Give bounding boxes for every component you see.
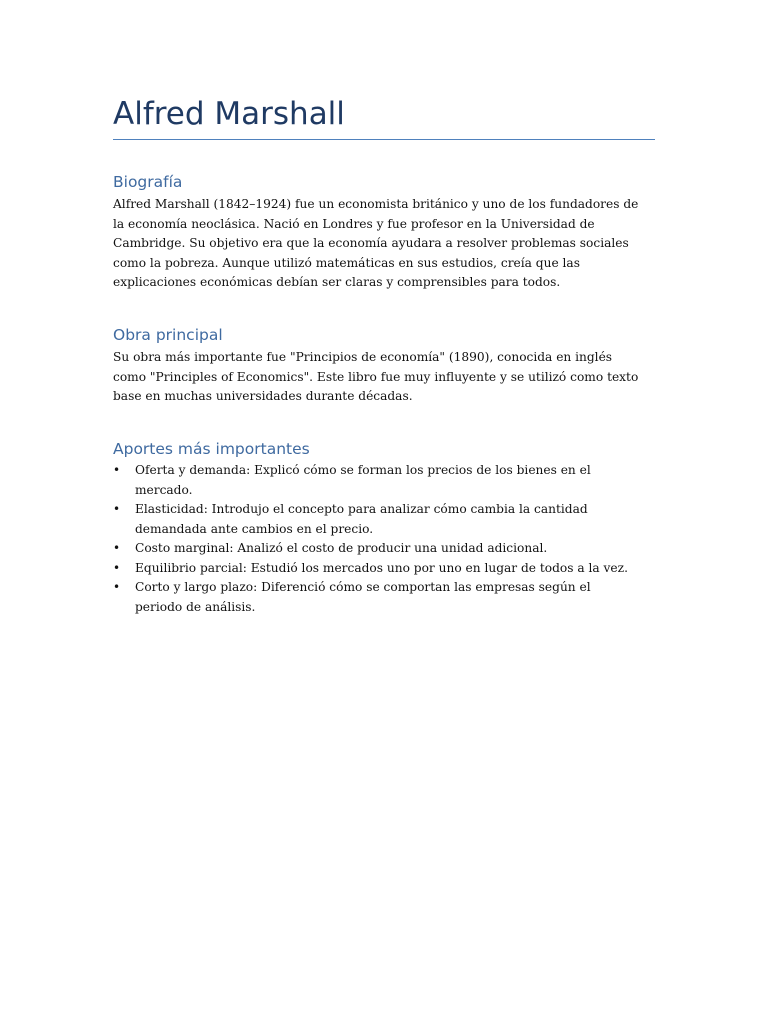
list-item xyxy=(113,539,635,559)
section-heading-biografia: Biografía xyxy=(113,173,183,191)
section-heading-obra-principal: Obra principal xyxy=(113,326,223,344)
biografia-paragraph: Alfred Marshall (1842–1924) fue un economista británico y uno de los fundadores de la economía neoclásica. Nació en Londres y fue profesor en la Universidad de Cambridge. Su objetivo era que la economía ayudara a resolver problemas sociales como la pobreza. Aunque utilizó matemáticas en sus estudios, creía que las explicaciones económicas debían ser claras y comprensibles para todos. xyxy=(113,197,639,289)
bullet-icon: • xyxy=(113,560,121,575)
bullet-icon: • xyxy=(113,580,121,594)
bullet-icon: • xyxy=(113,463,121,477)
aportes-list xyxy=(113,461,655,617)
list-item-text: Corto y largo plazo: Diferenció cómo se comportan las empresas según el periodo de análisis. xyxy=(135,580,591,614)
list-item xyxy=(113,461,635,500)
page-title: Alfred Marshall xyxy=(113,96,345,132)
list-item-text: Oferta y demanda: Explicó cómo se forman los precios de los bienes en el mercado. xyxy=(135,463,591,497)
list-item-text: Equilibrio parcial: Estudió los mercados uno por uno en lugar de todos a la vez. xyxy=(135,560,628,575)
list-item-text: Elasticidad: Introdujo el concepto para analizar cómo cambia la cantidad demandada ante cambios en el precio. xyxy=(135,502,588,536)
list-item-text: Costo marginal: Analizó el costo de producir una unidad adicional. xyxy=(135,541,548,555)
obra-principal-paragraph: Su obra más importante fue "Principios de economía" (1890), conocida en inglés como "Principles of Economics". Este libro fue muy influyente y se utilizó como texto base en muchas universidades durante décadas. xyxy=(113,350,639,403)
list-item xyxy=(113,559,635,579)
list-item xyxy=(113,578,635,617)
bullet-icon: • xyxy=(113,541,121,555)
section-heading-aportes: Aportes más importantes xyxy=(113,440,310,458)
list-item xyxy=(113,500,635,539)
bullet-icon: • xyxy=(113,502,121,516)
title-divider xyxy=(113,139,655,140)
